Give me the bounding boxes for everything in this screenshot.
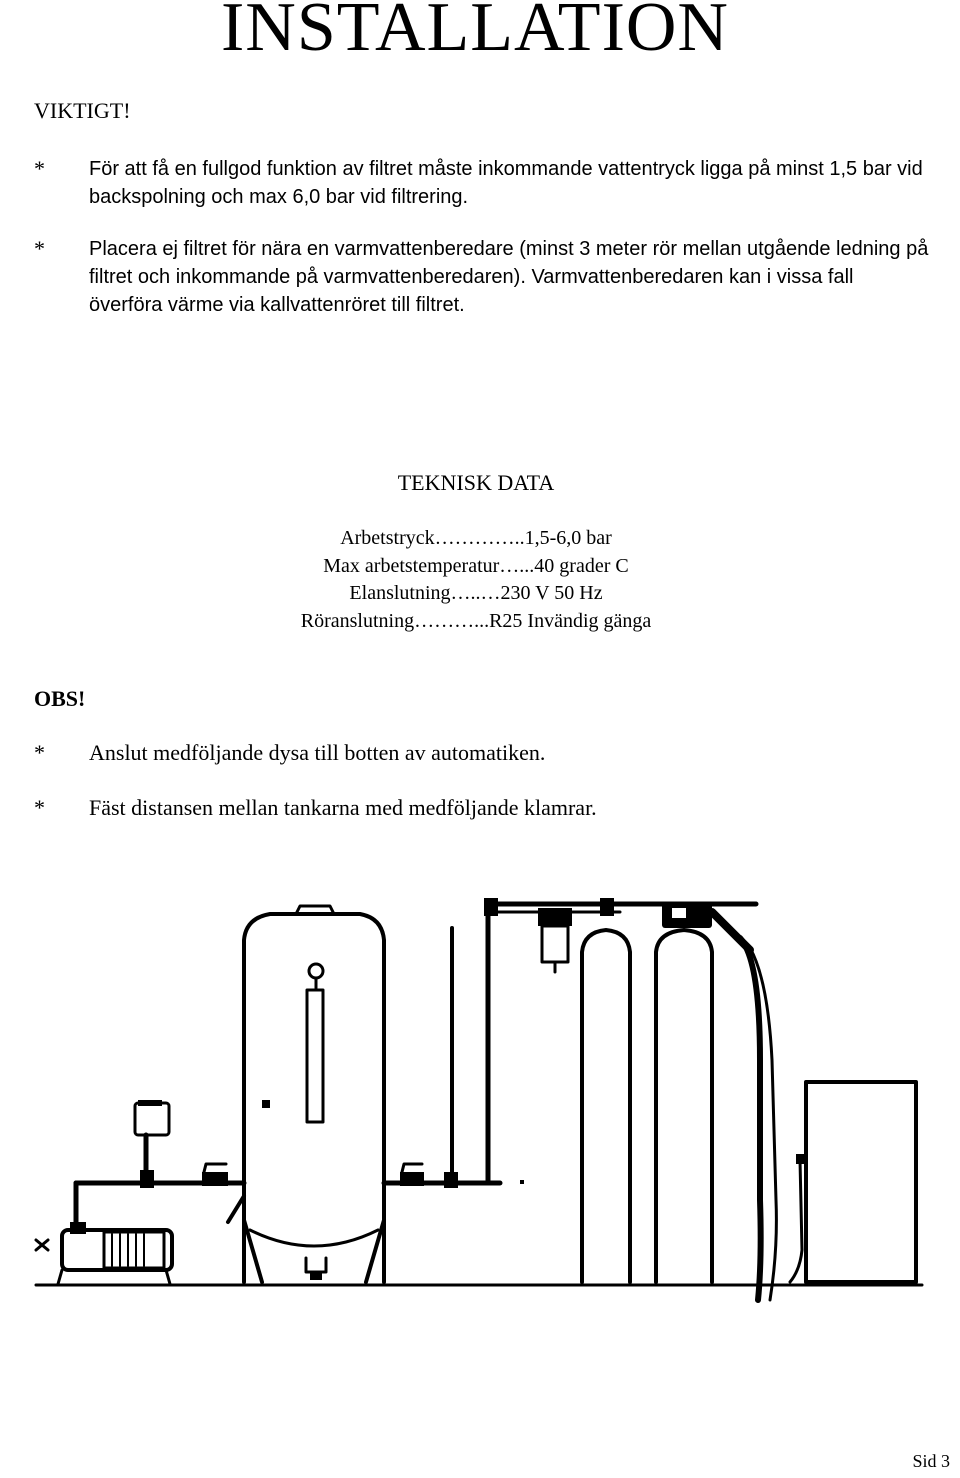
notes-bullet-nozzle: Anslut medföljande dysa till botten av automatiken. bbox=[89, 740, 546, 765]
bullet-marker: * bbox=[34, 156, 45, 181]
pump bbox=[36, 1100, 244, 1284]
bullet-marker: * bbox=[34, 795, 45, 820]
page-title: INSTALLATION bbox=[221, 0, 729, 66]
bullet-marker: * bbox=[34, 740, 45, 765]
important-bullet-pressure: För att få en fullgod funktion av filtret måste inkommande vattentryck ligga på minst 1,5 bar vid backspolning och max 6,0 bar vid filtrering. bbox=[89, 158, 923, 208]
bullet-marker: * bbox=[34, 236, 45, 261]
filter-tanks bbox=[582, 902, 776, 1300]
notes-heading: OBS! bbox=[34, 686, 86, 711]
brine-tank bbox=[790, 1082, 916, 1282]
important-heading: VIKTIGT! bbox=[34, 98, 131, 123]
technical-data-heading: TEKNISK DATA bbox=[397, 470, 555, 495]
pressure-tank bbox=[228, 906, 384, 1282]
piping bbox=[384, 898, 756, 1188]
pre-filter bbox=[538, 908, 572, 972]
page-number: Sid 3 bbox=[912, 1451, 950, 1471]
technical-data-row: Max arbetstemperatur…...40 grader C bbox=[323, 554, 629, 577]
notes-bullet-spacer: Fäst distansen mellan tankarna med medföljande klamrar. bbox=[89, 795, 597, 820]
important-bullet-placement: Placera ej filtret för nära en varmvattenberedare (minst 3 meter rör mellan utgående ledning på filtret och inkommande på varmvattenberedaren). Varmvattenberedaren kan i vissa fall överföra värme via kallvattenröret till filtret. bbox=[89, 238, 929, 316]
technical-data-row: Arbetstryck…………..1,5-6,0 bar bbox=[340, 527, 612, 549]
technical-data-row: Elanslutning…..…230 V 50 Hz bbox=[349, 582, 603, 604]
technical-data-row: Röranslutning………...R25 Invändig gänga bbox=[300, 609, 652, 632]
